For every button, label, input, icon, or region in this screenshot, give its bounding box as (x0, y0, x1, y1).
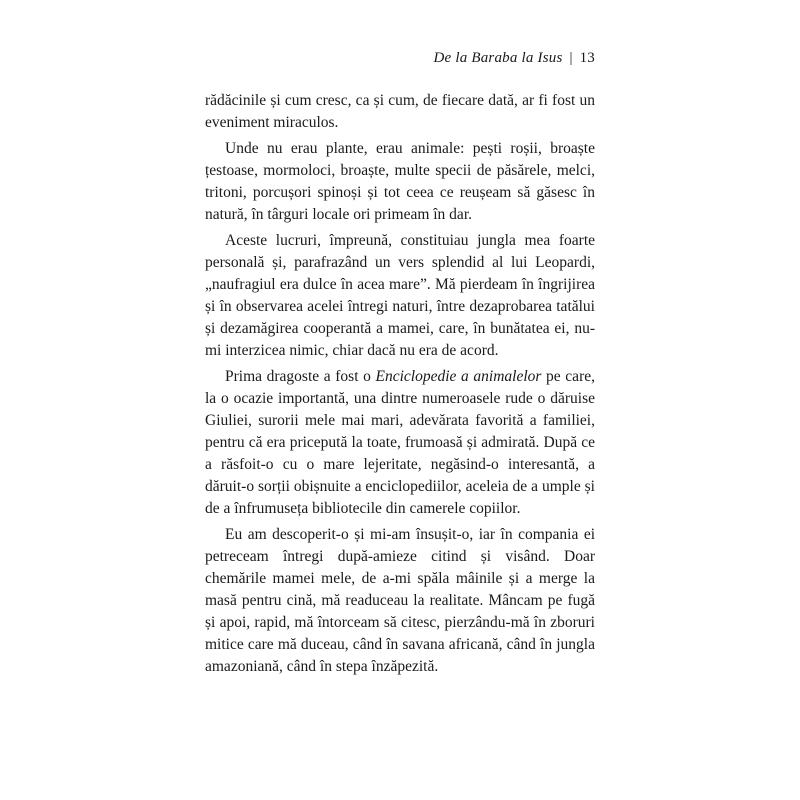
body-text (205, 90, 595, 678)
book-title-italic: Enciclopedie a animalelor (375, 368, 542, 385)
running-head (433, 50, 595, 67)
paragraph-4-before: Prima dragoste a fost o (225, 368, 376, 385)
paragraph-3: Aceste lucruri, împreună, constituiau jungla mea foarte personală și, parafrazând un vers splendid al lui Leopardi, „naufragiul era dulce în acea mare”. Mă pierdeam în îngrijirea și în observarea acelei întregi naturi, între dezaprobarea tatălui și dezamăgirea cooperantă a mamei, care, în bunătatea ei, nu-mi interzicea nimic, chiar dacă nu era de acord. (205, 232, 595, 359)
paragraph-2: Unde nu erau plante, erau animale: pești roșii, broaște țestoase, mormoloci, broaște, multe specii de păsărele, melci, tritoni, porcușori spinoși și tot ceea ce reușeam să găsesc în natură, în târguri locale ori primeam în dar. (205, 140, 595, 223)
paragraph-4 (205, 366, 595, 520)
paragraph-1: rădăcinile și cum cresc, ca și cum, de fiecare dată, ar fi fost un eveniment miraculos. (205, 92, 595, 131)
paragraph-4-after: pe care, la o ocazie importantă, una dintre numeroasele rude o dăruise Giuliei, surorii mele mai mari, adevărata favorită a familiei, pentru că era pricepută la toate, frumoasă și admirată. După ce a răsfoit-o cu o mare lejeritate, negăsind-o interesantă, a dăruit-o sorții obișnuite a enciclopediilor, aceleia de a umple și de a înfrumuseța bibliotecile din camerele copiilor. (205, 368, 595, 517)
page-number: 13 (579, 50, 595, 66)
paragraph-5: Eu am descoperit-o și mi-am însușit-o, iar în compania ei petreceam întregi după-amieze citind și visând. Doar chemările mamei mele, de a-mi spăla mâinile și a merge la masă pentru cină, mă readuceau la realitate. Mâncam pe fugă și apoi, rapid, mă întorceam să citesc, pierzându-mă în zboruri mitice care mă duceau, când în savana africană, când în jungla amazoniană, când în stepa înzăpezită. (205, 526, 595, 675)
running-head-title: De la Baraba la Isus (433, 50, 563, 66)
running-head-separator: | (569, 50, 573, 66)
